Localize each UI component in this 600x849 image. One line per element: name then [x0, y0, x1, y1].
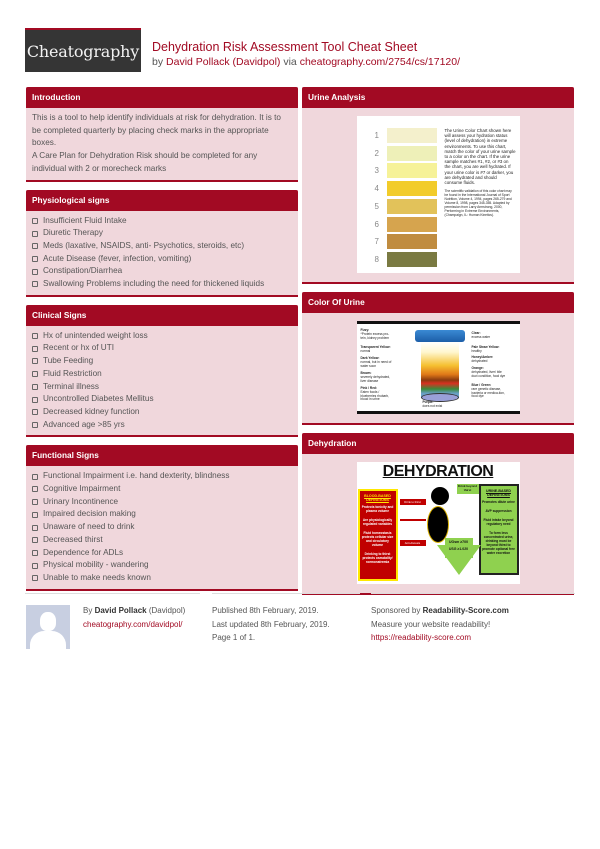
- item-label: Impaired decision making: [43, 509, 136, 519]
- cheatography-logo[interactable]: [25, 28, 141, 72]
- image-wrapper: [302, 454, 574, 593]
- sponsor-url-link[interactable]: https://readability-score.com: [371, 633, 472, 642]
- list-item: [32, 483, 292, 496]
- checkbox-icon[interactable]: [32, 218, 38, 224]
- label-pale-straw: Pale Straw Yellow: healthy: [471, 345, 500, 353]
- sponsor-tagline: Measure your website readability!: [371, 619, 491, 629]
- swatch-row: [375, 181, 437, 196]
- swatch-color: [387, 146, 437, 161]
- physiological-body: [26, 211, 298, 295]
- sponsor-label: Sponsored by: [371, 606, 421, 615]
- urine-chart-source: The scientific validation of this color chart may be found in the International Journal of Sport Nutrition, Volume 4, 1994, pages 265-279 and Volume 8, 1998, pages 345-355. Adapted by permission from Larry Armstrong, 2000, Performing in Extreme Environments, (Champaign, IL: Human Kinetics).: [444, 189, 512, 218]
- title-block: [152, 40, 460, 69]
- introduction-box: [26, 87, 298, 182]
- item-label: Decreased kidney function: [43, 406, 140, 416]
- published-date: Published 8th February, 2019.: [212, 606, 319, 615]
- arrow-anti-diuresis: Anti-diuresis: [400, 540, 426, 546]
- item-label: Uncontrolled Diabetes Mellitus: [43, 394, 154, 404]
- footer-sponsor: [371, 593, 575, 645]
- checkbox-icon[interactable]: [32, 358, 38, 364]
- left-column: [26, 87, 298, 599]
- item-label: Diuretic Therapy: [43, 228, 103, 238]
- swatch-number: 7: [374, 237, 379, 247]
- list-item: [32, 355, 292, 368]
- checkbox-icon[interactable]: [32, 550, 38, 556]
- urine-jar-illustration: [417, 330, 463, 405]
- swatch-row: [375, 146, 437, 161]
- list-item: [32, 240, 292, 253]
- list-item: [32, 381, 292, 394]
- checklist: [32, 470, 292, 584]
- footer-author: [25, 593, 200, 631]
- checkbox-icon[interactable]: [32, 575, 38, 581]
- list-item: [32, 547, 292, 560]
- section-title: Physiological signs: [26, 190, 298, 211]
- item-label: Decreased thirst: [43, 534, 103, 544]
- checkbox-icon[interactable]: [32, 563, 38, 569]
- list-item: [32, 508, 292, 521]
- checkbox-icon[interactable]: [32, 422, 38, 428]
- swatch-color: [387, 234, 437, 249]
- item-label: Fluid Restriction: [43, 368, 102, 378]
- list-item: [32, 278, 292, 291]
- dehydration-diagram-image: [357, 462, 520, 584]
- section-title: Functional Signs: [26, 445, 298, 466]
- right-column: [302, 87, 574, 603]
- blood-based-definitions: BLOOD-BASED DEFINITIONS Protects tonicity and plasma volume Are physiologically regulated variables Fluid homeostasis protects cellular size and circulatory volume Drinking to thirst protects osmolality/ normonatremia: [358, 489, 398, 581]
- item-label: Meds (laxative, NSAIDS, anti- Psychotics, steroids, etc): [43, 240, 245, 250]
- list-item: [32, 496, 292, 509]
- list-item: [32, 572, 292, 585]
- jar-body: [421, 342, 459, 398]
- dehydration-box: [302, 433, 574, 595]
- avatar[interactable]: [26, 605, 70, 649]
- swatch-color: [387, 163, 437, 178]
- swatch-number: 3: [374, 166, 379, 176]
- checkbox-icon[interactable]: [32, 537, 38, 543]
- item-label: Urinary Incontinence: [43, 496, 119, 506]
- list-item: [32, 368, 292, 381]
- swatch-color: [387, 252, 437, 267]
- item-label: Hx of unintended weight loss: [43, 330, 148, 340]
- section-title: Color Of Urine: [302, 292, 574, 313]
- avatar-shoulders-icon: [30, 631, 66, 649]
- clinical-body: [26, 326, 298, 436]
- jar-lid: [415, 330, 465, 342]
- item-label: Advanced age >85 yrs: [43, 419, 125, 429]
- urine-chart-description: The Urine Color Chart shown here will assess your hydration status (level of dehydration) in extreme environments. To use this chart, match the color of your urine sample to a color on the chart. If the urine sample matches #1, #2, or #3 on the chart, you are well hydrated. If your urine color is #7 or darker, you are dehydrated and should consume fluids.: [444, 128, 516, 186]
- physiological-signs-box: [26, 190, 298, 297]
- checkbox-icon[interactable]: [32, 384, 38, 390]
- list-item: [32, 253, 292, 266]
- section-title: Introduction: [26, 87, 298, 108]
- author-link[interactable]: David Pollack (Davidpol): [166, 56, 281, 68]
- swatch-number: 2: [374, 148, 379, 158]
- label-purple: Purple: does not exist: [422, 400, 443, 408]
- urine-swatches: [375, 128, 437, 267]
- checkbox-icon[interactable]: [32, 333, 38, 339]
- checklist: [32, 215, 292, 291]
- swatch-color: [387, 199, 437, 214]
- list-item: [32, 342, 292, 355]
- functional-signs-box: [26, 445, 298, 590]
- checkbox-icon[interactable]: [32, 409, 38, 415]
- label-fizzy: Fizzy: *Protein excess pro-tein, kidney problem: [360, 328, 390, 340]
- list-item: [32, 534, 292, 547]
- label-orange: Orange: dehydrated, liver/ bile duct condition, food dye: [471, 366, 506, 378]
- item-label: Terminal illness: [43, 381, 99, 391]
- urine-color-chart-image: [357, 116, 520, 273]
- intro-paragraph: A Care Plan for Dehydration Risk should be completed for any individual with 2 or morecheck marks: [32, 151, 258, 173]
- runner-head-icon: [431, 487, 449, 505]
- checkbox-icon[interactable]: [32, 231, 38, 237]
- label-transparent-yellow: Transparent Yellow: normal: [360, 345, 391, 353]
- item-label: Recent or hx of UTI: [43, 343, 114, 353]
- diagram-heading: DEHYDRATION: [382, 463, 494, 480]
- item-label: Cognitive Impairment: [43, 484, 121, 494]
- item-label: Swallowing Problems including the need for thickened liquids: [43, 279, 265, 289]
- swatch-number: 5: [374, 201, 379, 211]
- item-label: Functional Impairment i.e. hand dexterity, blindness: [43, 471, 230, 481]
- checkbox-icon[interactable]: [32, 243, 38, 249]
- label-dark-yellow: Dark Yellow: normal, but in need of water soon: [360, 356, 392, 368]
- swatch-number: 4: [374, 184, 379, 194]
- swatch-row: [375, 199, 437, 214]
- intro-paragraph: This is a tool to help identify individuals at risk for dehydration. It is to be completed quarterly by placing check marks in the appropriate boxes.: [32, 113, 281, 148]
- item-label: Insufficient Fluid Intake: [43, 215, 127, 225]
- swatch-color: [387, 181, 437, 196]
- list-item: [32, 406, 292, 419]
- functional-body: [26, 466, 298, 588]
- section-title: Dehydration: [302, 433, 574, 454]
- clinical-signs-box: [26, 305, 298, 438]
- image-wrapper: [302, 108, 574, 282]
- checkbox-icon[interactable]: [32, 512, 38, 518]
- checkbox-icon[interactable]: [32, 371, 38, 377]
- swatch-number: 1: [374, 131, 379, 141]
- item-label: Physical mobility - wandering: [43, 560, 149, 570]
- item-label: Acute Disease (fever, infection, vomiting): [43, 253, 192, 263]
- list-item: [32, 265, 292, 278]
- by-label: by: [152, 56, 164, 68]
- checkbox-icon[interactable]: [32, 281, 38, 287]
- label-pink-red: Pink / Red: Eaten foods / blueberries rhubarb, blood in urine: [360, 386, 390, 402]
- checkbox-icon[interactable]: [32, 269, 38, 275]
- sponsor-name: Readability-Score.com: [422, 606, 509, 615]
- page-count: Page 1 of 1.: [212, 633, 256, 642]
- introduction-body: [26, 108, 298, 180]
- swatch-number: 8: [374, 254, 379, 264]
- swatch-number: 6: [374, 219, 379, 229]
- checklist: [32, 330, 292, 432]
- swatch-row: [375, 128, 437, 143]
- urine-based-definitions: URINE-BASED DEFINITIONS Promotes dilute urine AVP suppression Fluid intake beyond regulatory need To form less concentrated urine, drinking must be beyond thirst to promote optional free water excretion: [479, 484, 519, 575]
- arrow-drink-to-thirst: Drink to thirst: [400, 499, 426, 505]
- author-name: David Pollack: [94, 606, 147, 615]
- color-of-urine-box: [302, 292, 574, 425]
- section-title: Urine Analysis: [302, 87, 574, 108]
- urine-jar-image: [357, 321, 520, 414]
- swatch-row: [375, 163, 437, 178]
- list-item: [32, 215, 292, 228]
- item-label: Dependence for ADLs: [43, 547, 124, 557]
- list-item: [32, 559, 292, 572]
- swatch-color: [387, 217, 437, 232]
- swatch-row: [375, 217, 437, 232]
- checkbox-icon[interactable]: [32, 474, 38, 480]
- swatch-row: [375, 252, 437, 267]
- image-wrapper: [302, 313, 574, 423]
- list-item: [32, 393, 292, 406]
- author-info: [83, 604, 200, 631]
- by-label: By: [83, 606, 93, 615]
- list-item: [32, 330, 292, 343]
- list-item: [32, 227, 292, 240]
- item-label: Unaware of need to drink: [43, 522, 135, 532]
- checkbox-icon[interactable]: [32, 397, 38, 403]
- list-item: [32, 521, 292, 534]
- label-brown: Brown: severely dehydrated, liver disease: [360, 371, 391, 383]
- via-label: via: [283, 56, 297, 68]
- checkbox-icon[interactable]: [32, 486, 38, 492]
- checkbox-icon[interactable]: [32, 525, 38, 531]
- urine-values: UOsm ≥700 USG ≥1.020: [445, 538, 473, 558]
- avatar-head-icon: [40, 612, 56, 631]
- section-title: Clinical Signs: [26, 305, 298, 326]
- author-handle: (Davidpol): [148, 606, 186, 615]
- swatch-row: [375, 234, 437, 249]
- updated-date: Last updated 8th February, 2019.: [212, 619, 330, 629]
- list-item: [32, 419, 292, 432]
- checkbox-icon[interactable]: [32, 499, 38, 505]
- sponsor-line: [371, 604, 575, 618]
- arrow-drink-beyond-thirst: Drink beyond thirst: [457, 484, 478, 492]
- item-label: Constipation/Diarrhea: [43, 266, 123, 276]
- logo-text: Cheatography: [26, 41, 140, 61]
- footer-dates: [212, 593, 360, 645]
- item-label: Tube Feeding: [43, 356, 94, 366]
- label-honey-amber: Honey/Amber: dehydrated: [471, 355, 494, 363]
- urine-analysis-box: [302, 87, 574, 284]
- arrow-red: [400, 519, 426, 521]
- swatch-color: [387, 128, 437, 143]
- checkbox-icon[interactable]: [32, 256, 38, 262]
- checkbox-icon[interactable]: [32, 346, 38, 352]
- label-clear: Clear: excess water: [471, 331, 491, 339]
- label-blue-green: Blue / Green: rare genetic disease, bacteria or medica-tion, food dye: [471, 383, 505, 399]
- item-label: Unable to make needs known: [43, 572, 151, 582]
- sheet-url-link[interactable]: cheatography.com/2754/cs/17120/: [299, 56, 461, 68]
- author-url-link[interactable]: cheatography.com/davidpol/: [83, 619, 183, 629]
- page-title: Dehydration Risk Assessment Tool Cheat Sheet: [152, 40, 418, 54]
- list-item: [32, 470, 292, 483]
- author-line: [83, 604, 200, 618]
- urine-chart-text: [437, 128, 516, 267]
- byline: [152, 55, 460, 69]
